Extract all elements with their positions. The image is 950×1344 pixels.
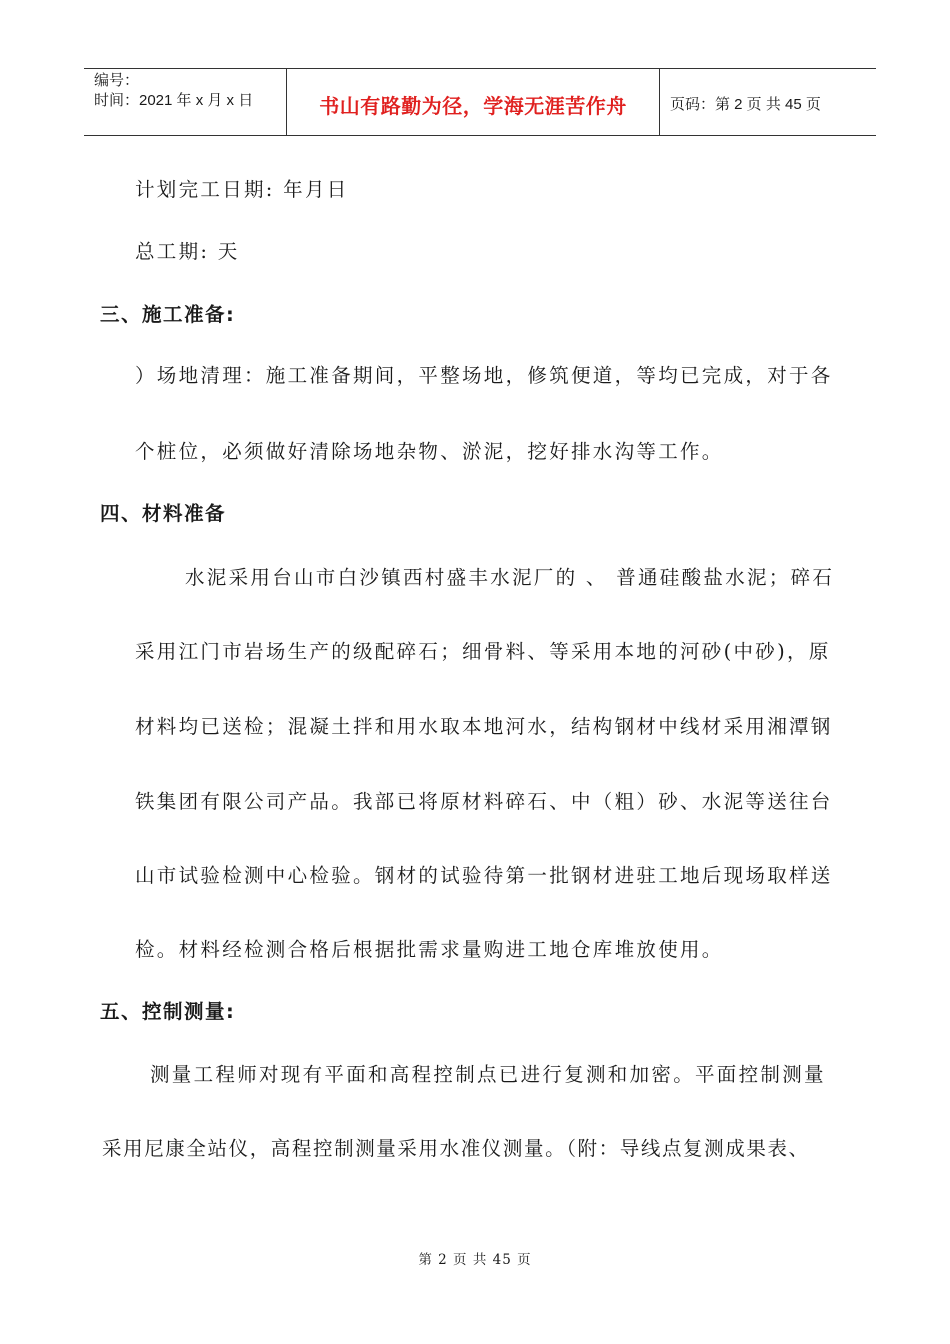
paragraph-line: 个桩位，必须做好清除场地杂物、淤泥，挖好排水沟等工作。: [135, 440, 724, 463]
section-4-heading: 四、材料准备: [100, 502, 227, 525]
page-footer: 第 2 页 共 45 页: [418, 1252, 532, 1268]
section-3-heading: 三、施工准备:: [100, 303, 236, 326]
section-5-heading: 五、控制测量:: [100, 1000, 236, 1023]
paragraph-line: 山市试验检测中心检验。钢材的试验待第一批钢材进驻工地后现场取样送: [135, 864, 833, 887]
page-number-label: 页码：第 2 页 共 45 页: [670, 95, 821, 113]
date-label: 时间：2021 年 x 月 x 日: [94, 92, 254, 109]
paragraph-line: 采用江门市岩场生产的级配碎石；细骨料、等采用本地的河砂(中砂)，原: [135, 640, 831, 663]
paragraph-line: 材料均已送检；混凝土拌和用水取本地河水，结构钢材中线材采用湘潭钢: [135, 715, 833, 738]
header-motto-cell: [287, 69, 660, 135]
paragraph-line: 采用尼康全站仪，高程控制测量采用水准仪测量。（附：导线点复测成果表、: [102, 1137, 810, 1160]
serial-number-label: 编号：: [94, 72, 140, 89]
paragraph-line: 检。材料经检测合格后根据批需求量购进工地仓库堆放使用。: [135, 938, 724, 961]
completion-date-line: 计划完工日期: 年月日: [135, 178, 349, 201]
page-header: [84, 68, 876, 136]
paragraph-line: ）场地清理：施工准备期间，平整场地，修筑便道，等均已完成，对于各: [135, 364, 833, 387]
paragraph-line: 铁集团有限公司产品。我部已将原材料碎石、中（粗）砂、水泥等送往台: [135, 790, 833, 813]
motto-text: 书山有路勤为径，学海无涯苦作舟: [319, 93, 627, 118]
paragraph-line: 测量工程师对现有平面和高程控制点已进行复测和加密。平面控制测量: [150, 1063, 826, 1086]
total-duration-line: 总工期: 天: [135, 240, 240, 263]
header-meta-cell: [84, 69, 287, 135]
paragraph-line: 水泥采用台山市白沙镇西村盛丰水泥厂的 、 普通硅酸盐水泥；碎石: [185, 566, 835, 589]
header-page-cell: [660, 69, 876, 135]
